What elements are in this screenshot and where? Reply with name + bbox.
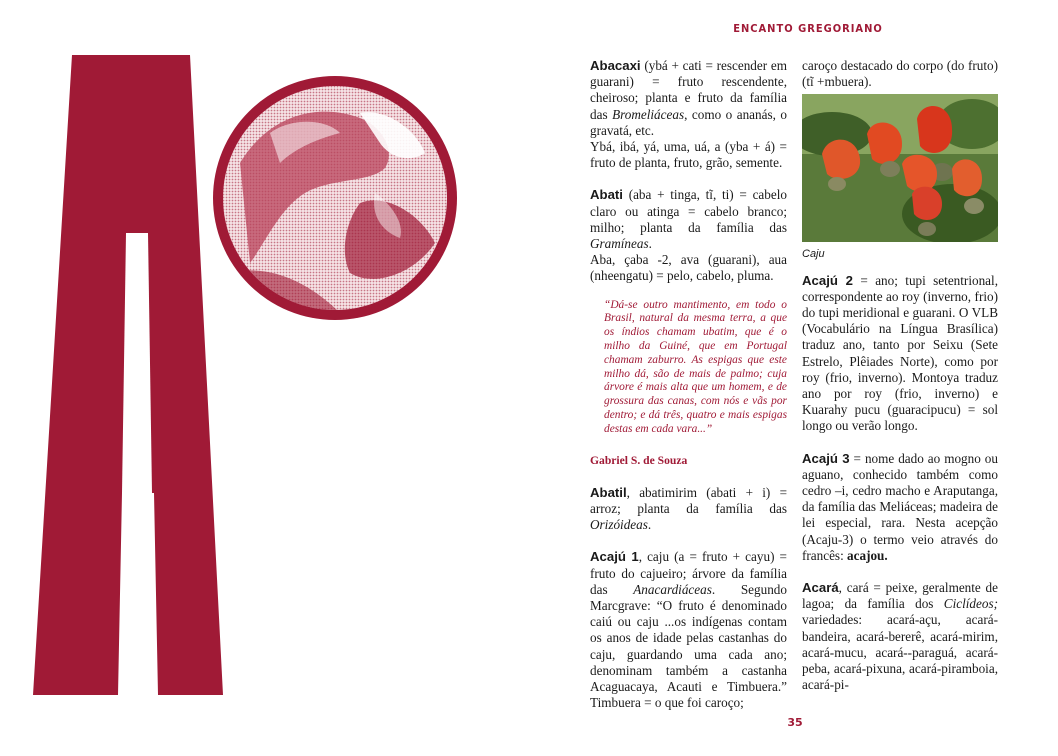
entry-acaju-1: Acajú 1, caju (a = fruto + cayu) = fruto do cajueiro; árvore da família das Anacardiáceas. Segundo Marcgrave: “O fruto é denominado caiú ou caju ...os indígenas contam os anos de idade pelas castanhas do caju, guardando uma cada ano; denominam também a castanha Acaguacaya, Acauti e Timbuera.” Timbuera = o que foi caroço; — [590, 549, 787, 711]
quote-text: “Dá-se outro mantimento, em todo o Brasil, natural da mesma terra, a que os índios chamam ubatim, que é o milho da Guiné, que em Portugal chamam zaburro. As espigas que este milho dá, são de mais de palmo; cuja árvore é mais alta que um homem, e de grossura das canas, com nós e vãs por dentro; e dá três, quatro e mais espigas destas em cada vara...” — [604, 298, 787, 435]
page-number: 35 — [787, 716, 803, 729]
entry-abatil: Abatil, abatimirim (abati + i) = arroz; planta da família das Orizóideas. — [590, 484, 787, 533]
dictionary-column-2 — [802, 58, 998, 693]
entry-acaju-3: Acajú 3 = nome dado ao mogno ou aguano, conhecido também como cedro –i, cedro macho e Araputanga, da família das Meliáceas; madeira de lei especial, rara. Nesta acepção (Acaju-3) o termo veio através do francês: acajou. — [802, 450, 998, 563]
entry-acaju-1-continued: caroço destacado do corpo (do fruto) (tĩ +mbuera). — [802, 58, 998, 90]
term-abatil: Abatil — [590, 484, 627, 500]
term-acara: Acará — [802, 580, 839, 596]
toucan-halftone-image — [210, 73, 460, 323]
term-acaju-3: Acajú 3 — [802, 450, 850, 466]
term-acaju-1: Acajú 1 — [590, 549, 639, 565]
letter-a-counter — [122, 233, 152, 493]
term-acaju-2: Acajú 2 — [802, 272, 853, 288]
quote-author: Gabriel S. de Souza — [590, 453, 688, 467]
entry-abacaxi: Abacaxi (ybá + cati = rescender em guarani) = fruto rescendente, cheiroso; planta e fruto da família das Bromeliáceas, como o ananás, o gravatá, etc. — [590, 58, 787, 138]
term-abati: Abati — [590, 187, 623, 203]
running-title: ENCANTO GREGORIANO — [733, 22, 883, 35]
entry-abacaxi-etymology: Ybá, ibá, yá, uma, uá, a (yba + á) = fruto de planta, fruto, grão, semente. — [590, 139, 787, 171]
term-abacaxi: Abacaxi — [590, 58, 641, 73]
entry-abati-etymology: Aba, çaba -2, ava (guarani), aua (nheengatu) = pelo, cabelo, pluma. — [590, 252, 787, 284]
photo-caption: Caju — [802, 248, 825, 261]
entry-acara: Acará, cará = peixe, geralmente de lagoa; da família dos Ciclídeos; variedades: acará-açu, acará-bandeira, acará-bererê, acará-mirim, acará-mucu, acará--paraguá, acará-peba, acará-pixuna, acará-piramboia, acará-pi- — [802, 580, 998, 693]
dictionary-column-1 — [590, 58, 787, 711]
decorative-letter-a — [30, 55, 230, 700]
entry-acaju-2: Acajú 2 = ano; tupi setentrional, correspondente ao roy (inverno, frio) do tupi meridional e guarani. O VLB (Vocabulário na Língua Brasílica) traduz ano, tanto por Seixu (Sete Estrelo, Plêiades Norte), como por roy (frio, inverno). Montoya traduz ano por roy (frio, inverno) e Kuarahy pucu (guaracipucu) = sol longo ou verão longo. — [802, 272, 998, 434]
cashew-photo — [802, 94, 998, 242]
entry-abati: Abati (aba + tinga, tĩ, ti) = cabelo claro ou atinga = cabelo branco; milho; planta da família das Gramíneas. — [590, 187, 787, 252]
